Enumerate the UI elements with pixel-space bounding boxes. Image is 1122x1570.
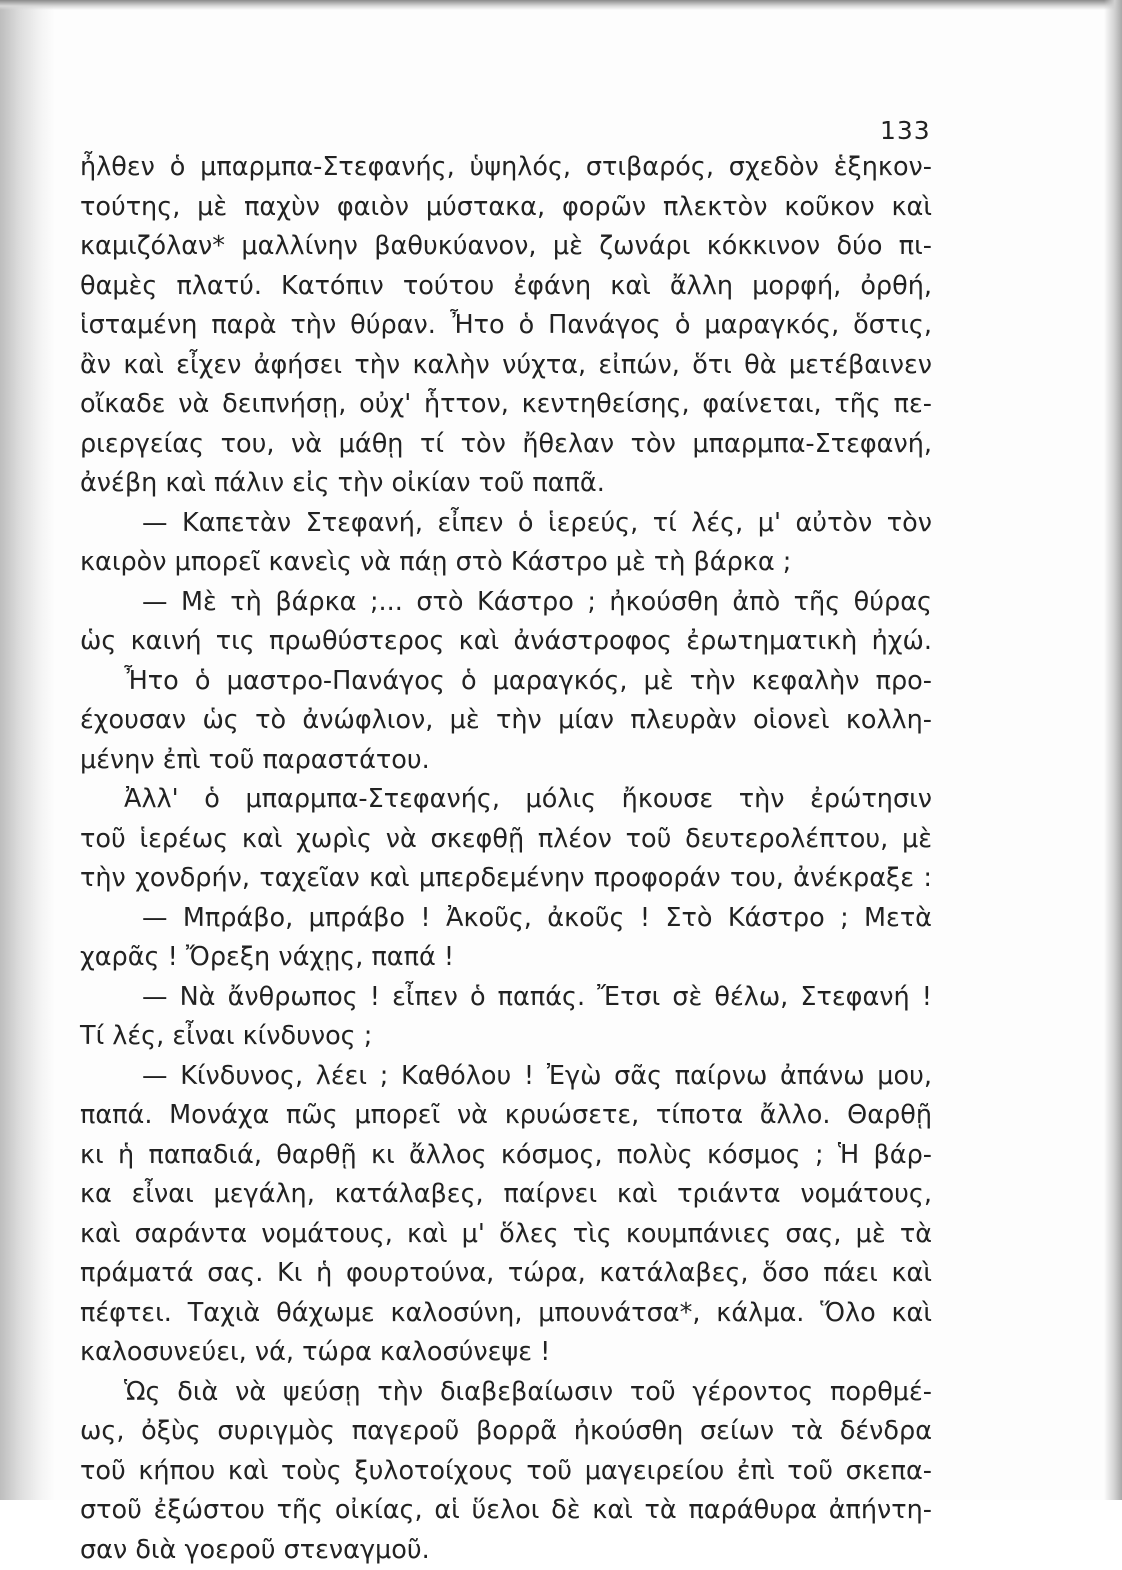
text-line: πράματά σας. Κι ἡ φουρτούνα, τώρα, κατάλαβες, ὅσο πάει καὶ	[80, 1254, 932, 1294]
text-line: καὶ σαράντα νομάτους, καὶ μ' ὅλες τὶς κουμπάνιες σας, μὲ τὰ	[80, 1215, 932, 1255]
text-line: παπά. Μονάχα πῶς μπορεῖ νὰ κρυώσετε, τίποτα ἄλλο. Θαρθῇ	[80, 1096, 932, 1136]
text-line: ὡς καινή τις πρωθύστερος καὶ ἀνάστροφος ἐρωτηματικὴ ἠχώ.	[80, 622, 932, 662]
text-line: — Μπράβο, μπράβο ! Ἀκοῦς, ἀκοῦς ! Στὸ Κάστρο ; Μετὰ	[80, 899, 932, 939]
text-line: έχουσαν ὡς τὸ ἀνώφλιον, μὲ τὴν μίαν πλευρὰν οἱονεὶ κολλη-	[80, 701, 932, 741]
binding-shadow	[0, 0, 55, 1500]
text-line: θαμὲς πλατύ. Κατόπιν τούτου ἐφάνη καὶ ἄλλη μορφή, ὀρθή,	[80, 267, 932, 307]
top-edge-shadow	[0, 0, 1122, 10]
text-line: Ὡς διὰ νὰ ψεύσῃ τὴν διαβεβαίωσιν τοῦ γέροντος πορθμέ-	[80, 1373, 932, 1413]
text-line: τοῦ κήπου καὶ τοὺς ξυλοτοίχους τοῦ μαγειρείου ἐπὶ τοῦ σκεπα-	[80, 1452, 932, 1492]
text-line: ριεργείας του, νὰ μάθῃ τί τὸν ἤθελαν τὸν μπαρμπα-Στεφανή,	[80, 425, 932, 465]
text-line: ως, ὀξὺς συριγμὸς παγεροῦ βορρᾶ ἠκούσθη σείων τὰ δένδρα	[80, 1412, 932, 1452]
text-line: Ἦτο ὁ μαστρο-Πανάγος ὁ μαραγκός, μὲ τὴν κεφαλὴν προ-	[80, 662, 932, 702]
text-line: Τί λές, εἶναι κίνδυνος ;	[80, 1017, 932, 1057]
text-line: — Νὰ ἄνθρωπος ! εἶπεν ὁ παπάς. Ἔτσι σὲ θέλω, Στεφανή !	[80, 978, 932, 1018]
text-line: πέφτει. Ταχιὰ θάχωμε καλοσύνη, μπουνάτσα*, κάλμα. Ὅλο καὶ	[80, 1294, 932, 1334]
text-line: — Καπετὰν Στεφανή, εἶπεν ὁ ἱερεύς, τί λές, μ' αὐτὸν τὸν	[80, 504, 932, 544]
text-line: ἱσταμένη παρὰ τὴν θύραν. Ἦτο ὁ Πανάγος ὁ μαραγκός, ὅστις,	[80, 306, 932, 346]
text-line: τὴν χονδρήν, ταχεῖαν καὶ μπερδεμένην προφοράν του, ἀνέκραξε :	[80, 859, 932, 899]
page-edge	[1104, 0, 1122, 1500]
text-line: τούτης, μὲ παχὺν φαιὸν μύστακα, φορῶν πλεκτὸν κοῦκον καὶ	[80, 188, 932, 228]
text-line: στοῦ ἐξώστου τῆς οἰκίας, αἱ ὕελοι δὲ καὶ τὰ παράθυρα ἀπήντη-	[80, 1491, 932, 1531]
text-line: — Μὲ τὴ βάρκα ;... στὸ Κάστρο ; ἠκούσθη ἀπὸ τῆς θύρας	[80, 583, 932, 623]
text-line: σαν διὰ γοεροῦ στεναγμοῦ.	[80, 1531, 932, 1570]
text-line: μένην ἐπὶ τοῦ παραστάτου.	[80, 741, 932, 781]
text-line: ἀνέβη καὶ πάλιν εἰς τὴν οἰκίαν τοῦ παπᾶ.	[80, 464, 932, 504]
text-line: χαρᾶς ! Ὄρεξη νάχῃς, παπά !	[80, 938, 932, 978]
text-line: τοῦ ἱερέως καὶ χωρὶς νὰ σκεφθῇ πλέον τοῦ δευτερολέπτου, μὲ	[80, 820, 932, 860]
text-line: οἴκαδε νὰ δειπνήσῃ, οὐχ' ἧττον, κεντηθείσης, φαίνεται, τῆς πε-	[80, 385, 932, 425]
body-text	[80, 148, 932, 1570]
text-line: ἦλθεν ὁ μπαρμπα-Στεφανής, ὑψηλός, στιβαρός, σχεδὸν ἑξηκον-	[80, 148, 932, 188]
text-line: — Κίνδυνος, λέει ; Καθόλου ! Ἐγὼ σᾶς παίρνω ἀπάνω μου,	[80, 1057, 932, 1097]
text-line: ἂν καὶ εἶχεν ἀφήσει τὴν καλὴν νύχτα, εἰπών, ὅτι θὰ μετέβαινεν	[80, 346, 932, 386]
text-line: Ἀλλ' ὁ μπαρμπα-Στεφανής, μόλις ἤκουσε τὴν ἐρώτησιν	[80, 780, 932, 820]
page-number: 133	[880, 114, 930, 148]
text-line: κα εἶναι μεγάλη, κατάλαβες, παίρνει καὶ τριάντα νομάτους,	[80, 1175, 932, 1215]
text-line: καιρὸν μπορεῖ κανεὶς νὰ πάῃ στὸ Κάστρο μὲ τὴ βάρκα ;	[80, 543, 932, 583]
text-line: κι ἡ παπαδιά, θαρθῇ κι ἄλλος κόσμος, πολὺς κόσμος ; Ἡ βάρ-	[80, 1136, 932, 1176]
text-line: καλοσυνεύει, νά, τώρα καλοσύνεψε !	[80, 1333, 932, 1373]
text-line: καμιζόλαν* μαλλίνην βαθυκύανον, μὲ ζωνάρι κόκκινον δύο πι-	[80, 227, 932, 267]
